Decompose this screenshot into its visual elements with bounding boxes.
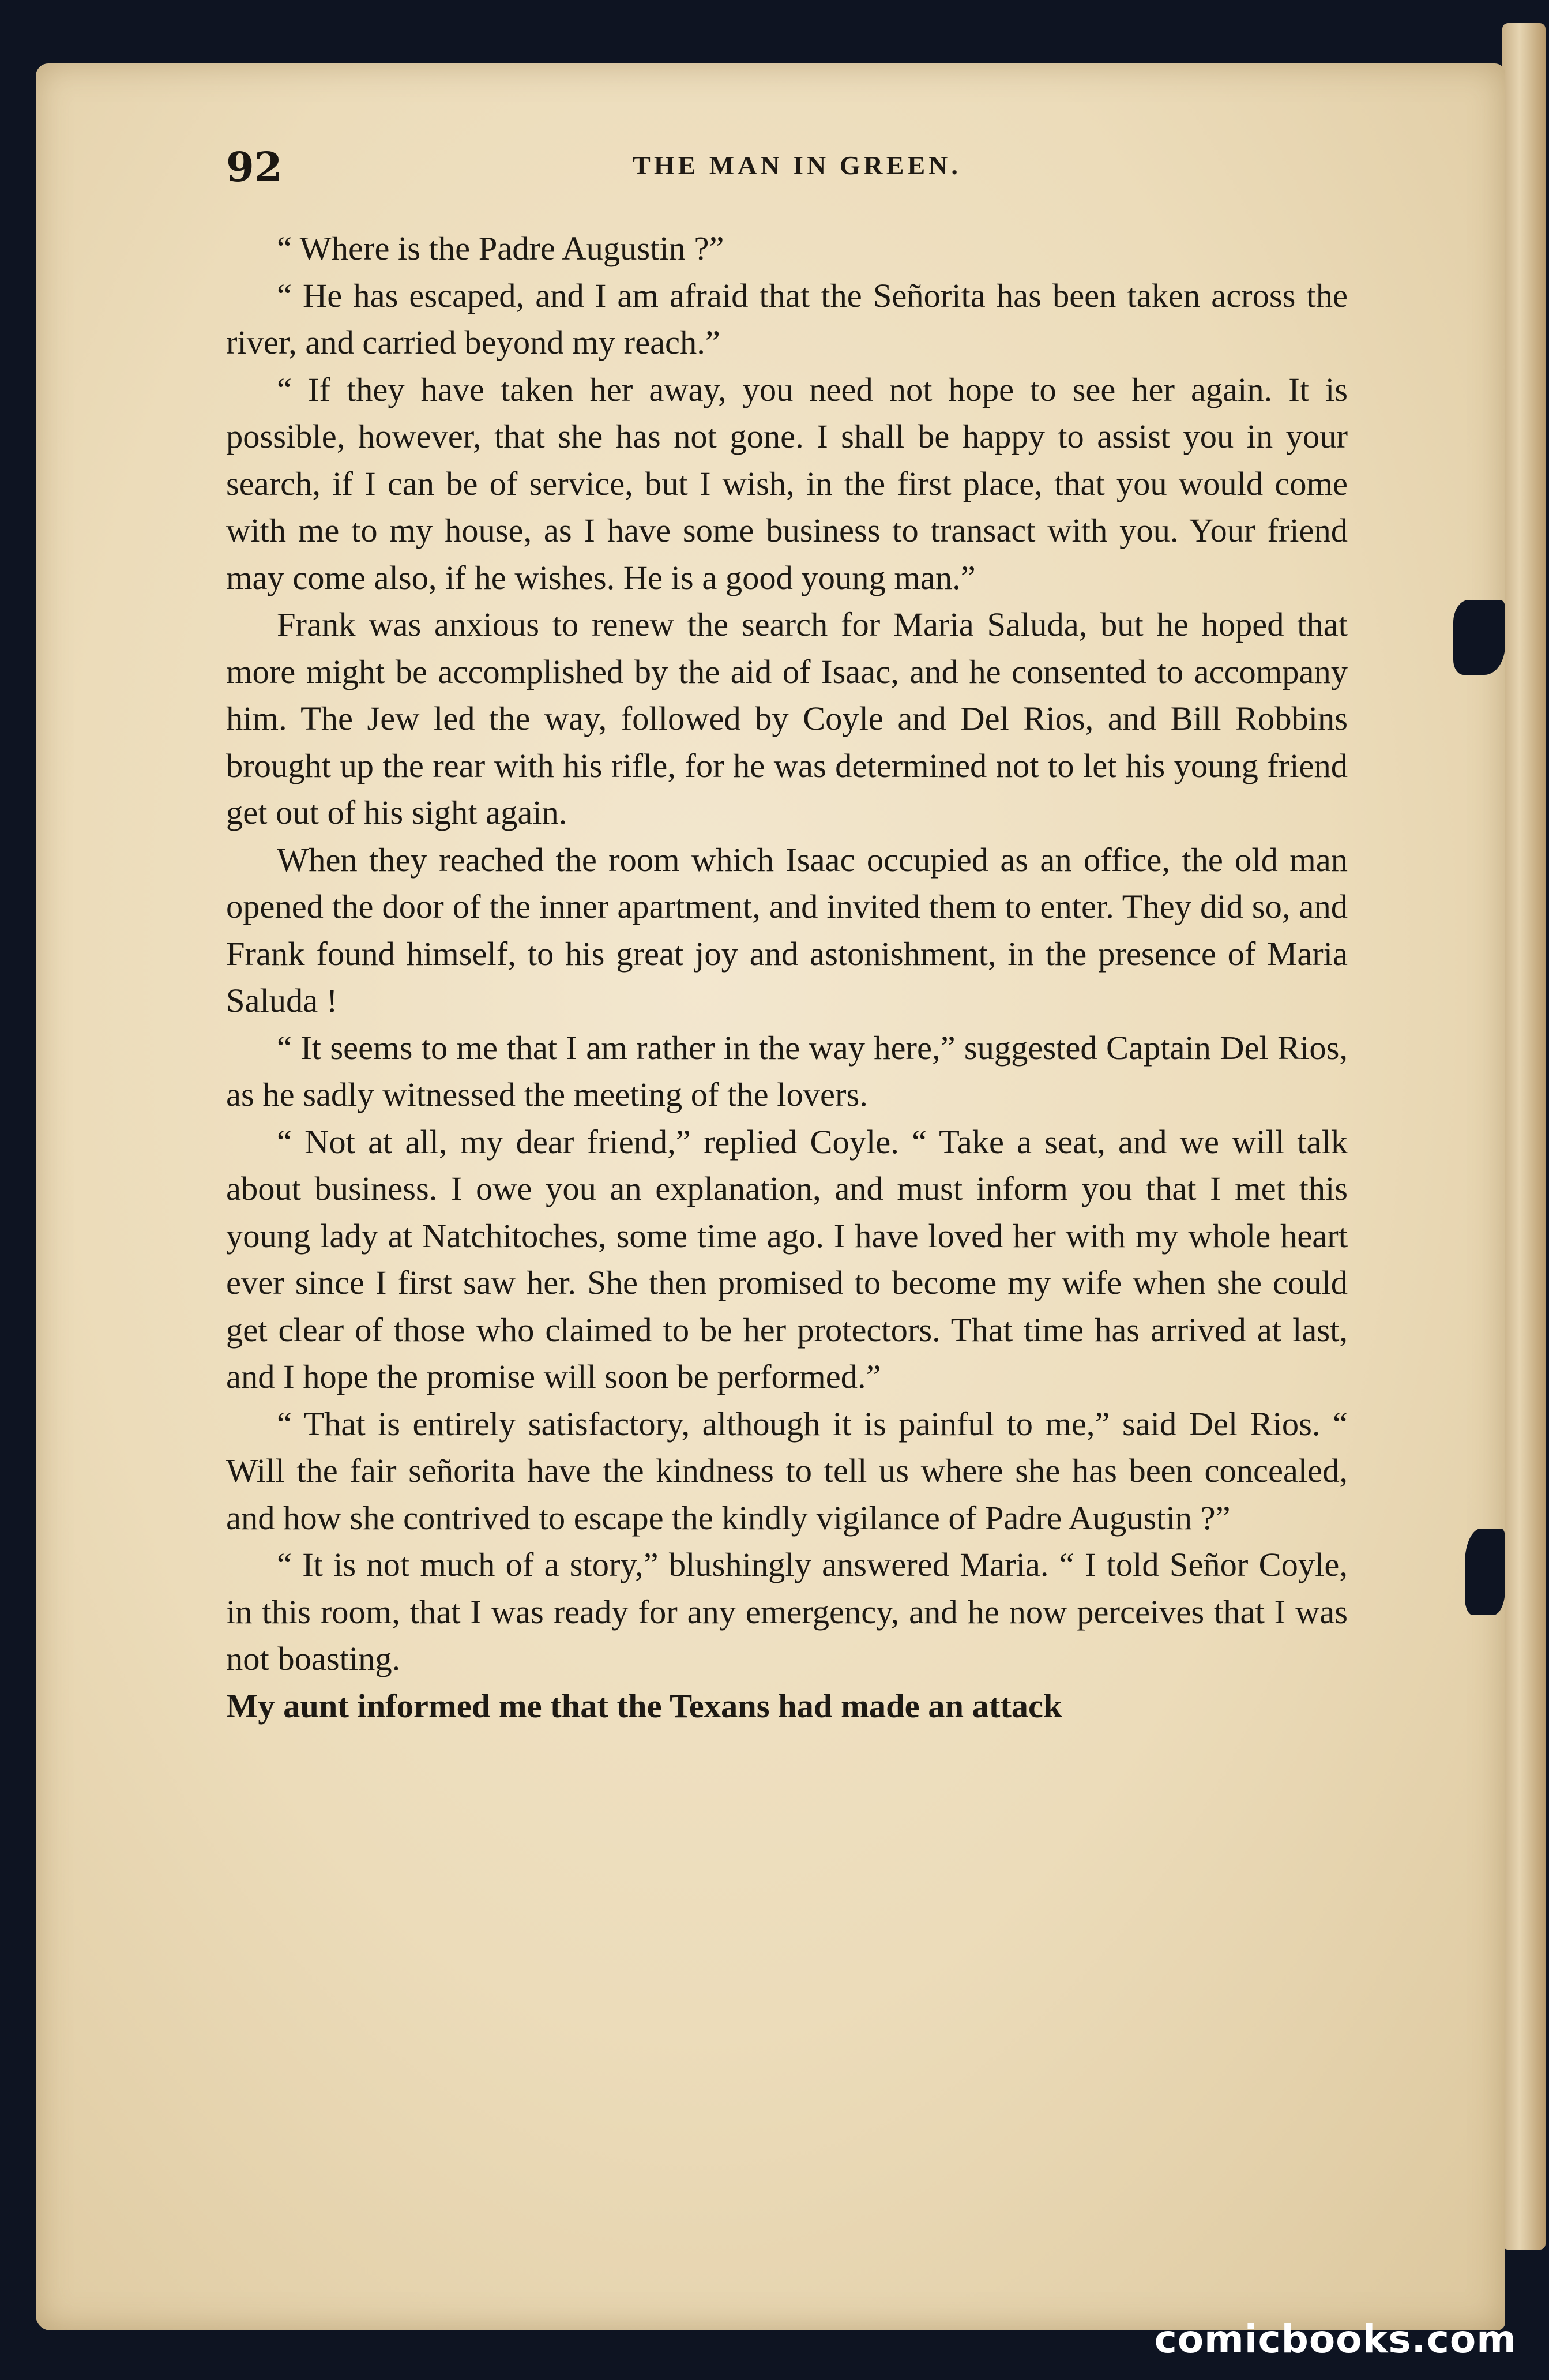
- paragraph: When they reached the room which Isaac occupied as an office, the old man opened the door of the inner apartment, and invited them to enter. They did so, and Frank found himself, to his great joy and astonishment, in the presence of Maria Saluda !: [226, 840, 1348, 1019]
- paragraph: “ If they have taken her away, you need not hope to see her again. It is possible, however, that she has not gone. I shall be happy to assist you in your search, if I can be of service, but I wish, in the first place, that you would come with me to my house, as I have some business to transact with you. Your friend may come also, if he wishes. He is a good young man.”: [226, 370, 1348, 596]
- page-header: [226, 143, 1368, 201]
- paragraph: “ That is entirely satisfactory, although it is painful to me,” said Del Rios. “ Will the fair señorita have the kindness to tell us where she has been concealed, and how she contrived to escape the kindly vigilance of Padre Augustin ?”: [226, 1405, 1348, 1537]
- paragraph: “ Where is the Padre Augustin ?”: [277, 230, 724, 267]
- paragraph: “ It seems to me that I am rather in the way here,” suggested Captain Del Rios, as he sadly witnessed the meeting of the lovers.: [226, 1028, 1348, 1113]
- page-number: 92: [226, 143, 283, 191]
- paragraph: “ He has escaped, and I am afraid that the Señorita has been taken across the river, and carried beyond my reach.”: [226, 276, 1348, 361]
- running-head: THE MAN IN GREEN.: [633, 151, 961, 180]
- body-text: [226, 225, 1348, 1729]
- paragraph: “ It is not much of a story,” blushingly answered Maria. “ I told Señor Coyle, in this room, that I was ready for any emergency, and he now perceives that I was not boasting.: [226, 1546, 1348, 1677]
- page-tear-notch: [1453, 600, 1505, 675]
- paragraph: Frank was anxious to renew the search for Maria Saluda, but he hoped that more might be accomplished by the aid of Isaac, and he consented to accompany him. The Jew led the way, followed by Coyle and Del Rios, and Bill Robbins brought up the rear with his rifle, for he was determined not to let his young friend get out of his sight again.: [226, 606, 1348, 831]
- paragraph: “ Not at all, my dear friend,” replied Coyle. “ Take a seat, and we will talk about business. I owe you an explanation, and must inform you that I met this young lady at Natchitoches, some time ago. I have loved her with my whole heart ever since I first saw her. She then promised to become my wife when she could get clear of those who claimed to be her protectors. That time has arrived at last, and I hope the promise will soon be performed.”: [226, 1123, 1348, 1395]
- page-tear-notch: [1465, 1529, 1505, 1615]
- last-line: My aunt informed me that the Texans had made an attack: [226, 1687, 1062, 1725]
- site-watermark: comicbooks.com: [1154, 2317, 1517, 2362]
- page-edge: [1502, 23, 1546, 2250]
